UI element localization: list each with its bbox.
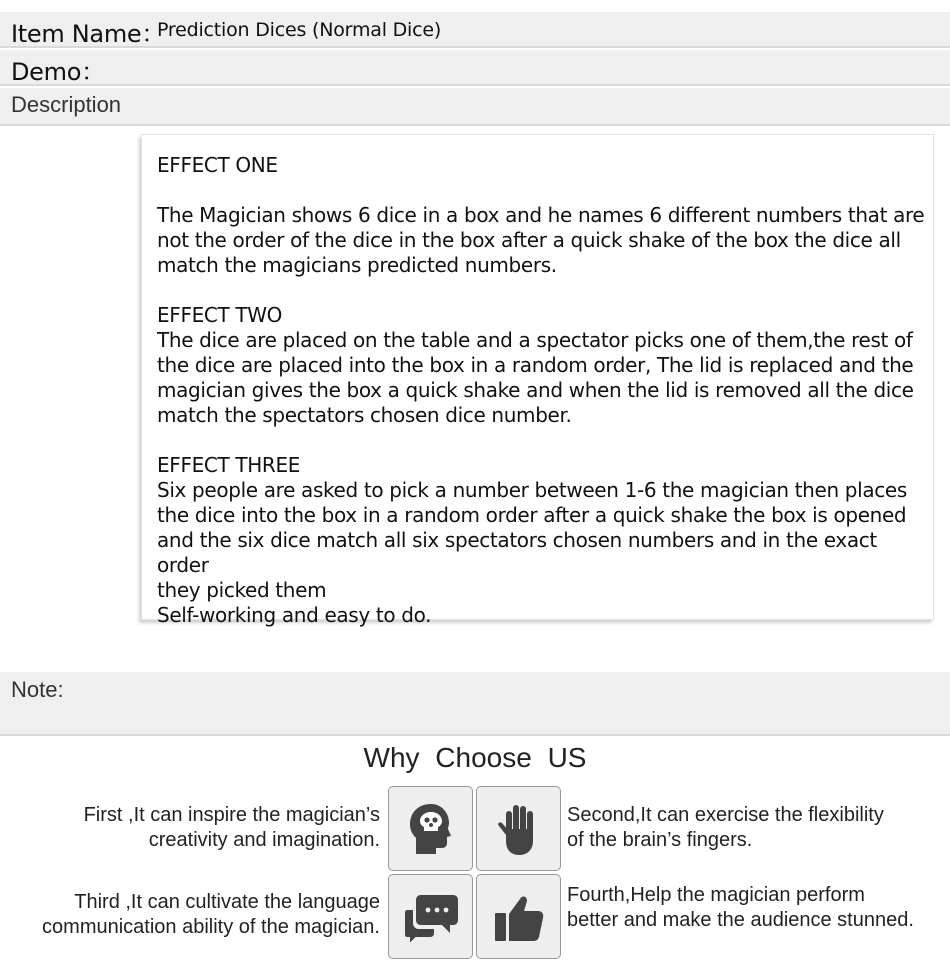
hand-icon bbox=[489, 799, 549, 859]
reason-tile-first bbox=[388, 786, 473, 871]
reason-third: Third ,It can cultivate the language communication ability of the magician. bbox=[42, 891, 380, 938]
description-box bbox=[141, 134, 934, 627]
note-row bbox=[0, 672, 950, 736]
reason-second: Second,It can exercise the flexibility of the brain’s fingers. bbox=[567, 804, 884, 851]
reason-fourth: Fourth,Help the magician perform better and make the audience stunned. bbox=[567, 884, 914, 931]
head-brain-icon bbox=[401, 799, 461, 859]
description-label: Description bbox=[11, 92, 122, 117]
reason-tile-fourth bbox=[476, 874, 561, 959]
demo-row bbox=[0, 50, 950, 86]
description-paragraph: The Magician shows 6 dice in a box and he names 6 different numbers that are not the order of the dice in the box after a quick shake of the box the dice all match the magicians predicted numbers. bbox=[157, 203, 925, 277]
item-name-value: Prediction Dices (Normal Dice) bbox=[157, 19, 442, 41]
item-name-label: Item Name： bbox=[11, 20, 166, 48]
description-row bbox=[0, 88, 950, 126]
thumbs-up-icon bbox=[489, 887, 549, 947]
chat-bubbles-icon bbox=[401, 887, 461, 947]
reason-tile-second bbox=[476, 786, 561, 871]
reason-first: First ,It can inspire the magician’s creativity and imagination. bbox=[83, 804, 380, 851]
why-choose-us-title: Why Choose US bbox=[363, 742, 587, 773]
description-paragraph: EFFECT ONE bbox=[157, 153, 278, 177]
demo-label: Demo： bbox=[11, 58, 105, 86]
item-name-row bbox=[0, 12, 950, 48]
reason-tile-third bbox=[388, 874, 473, 959]
description-paragraph: EFFECT TWO The dice are placed on the table and a spectator picks one of them,the rest of the dice are placed into the box in a random order, The lid is replaced and the magician gives the box a quick shake and when the lid is removed all the dice match the spectators chosen dice number. bbox=[157, 303, 914, 427]
note-label: Note: bbox=[11, 677, 64, 702]
description-paragraph: EFFECT THREE Six people are asked to pick a number between 1-6 the magician then places the dice into the box in a random order after a quick shake the box is opened and the six dice match all six spectators chosen numbers and in the exact order they picked them Self-working and easy to do. bbox=[157, 453, 907, 627]
